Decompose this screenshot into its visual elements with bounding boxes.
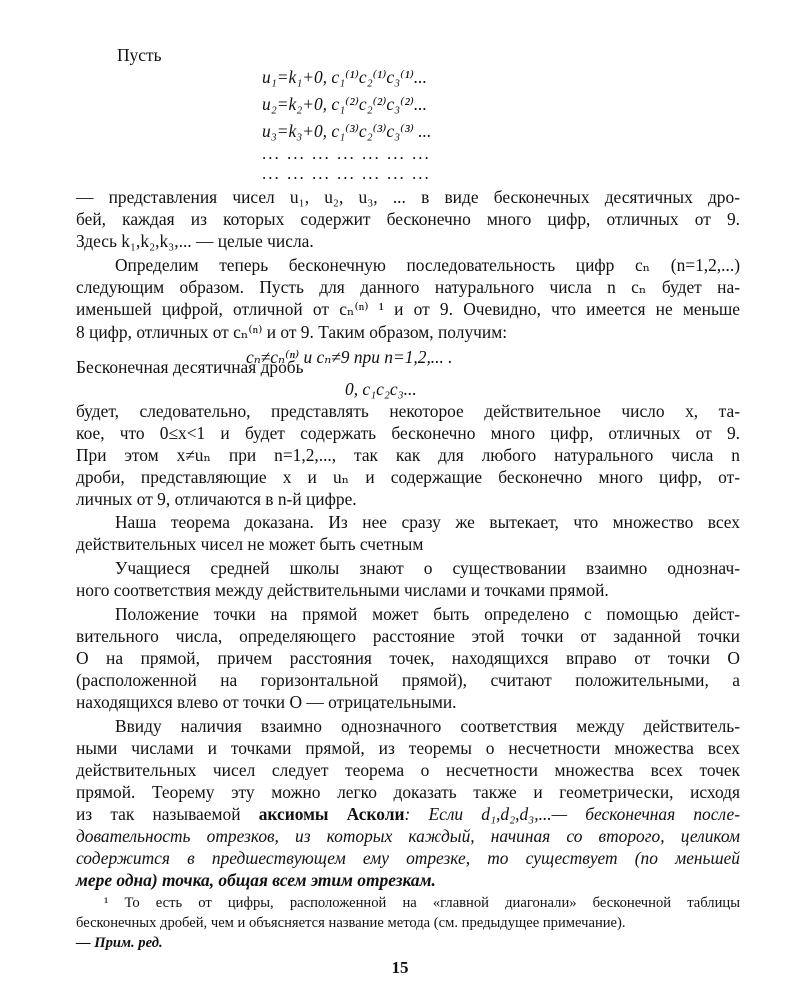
text-line: (расположенной на горизонтальной прямой), считают положительными, а (76, 670, 740, 690)
text-line: Определим теперь бесконечную последовательность цифр cₙ (n=1,2,...) (115, 255, 740, 275)
text-line: Здесь k₁,k₂,k₃,... — целые числа. (76, 231, 314, 251)
footnote-line: бесконечных дробей, чем и объясняется название метода (см. предыдущее примечание). (76, 915, 626, 931)
formula-decimal: 0, c₁c₂c₃... (345, 379, 417, 399)
axiom-name: аксиомы Асколи (258, 804, 405, 824)
footnote-line: ¹ То есть от цифры, расположенной на «главной диагонали» бесконечной таблицы (104, 895, 740, 911)
italic-line: довательность отрезков, из которых каждый, начиная со второго, целиком (76, 826, 740, 846)
text-line: 8 цифр, отличных от cₙ⁽ⁿ⁾ и от 9. Таким образом, получим: (76, 322, 508, 342)
text-line: Учащиеся средней школы знают о существовании взаимно однознач- (115, 558, 740, 578)
decimal-intro: Бесконечная десятичная дробь (76, 357, 304, 377)
text-line: личных от 9, отличаются в n-й цифре. (76, 489, 357, 509)
text-line: При этом x≠uₙ при n=1,2,..., так как для любого натурального числа n (76, 445, 740, 465)
text-line: Положение точки на прямой может быть определено с помощью дейст- (115, 604, 740, 624)
text-line: именьшей цифрой, отличной от cₙ⁽ⁿ⁾ ¹ и от 9. Очевидно, что имеется не меньше (76, 299, 740, 319)
ellipsis-row-1: ... ... ... ... ... ... ... (262, 144, 431, 163)
formula-cn: cₙ≠cₙ⁽ⁿ⁾ и cₙ≠9 при n=1,2,... . (246, 347, 453, 367)
text-line: действительных чисел следует теорема о несчетности множества всех точек (76, 760, 740, 780)
italic-line: мере одна) точка, общая всем этим отрезкам. (76, 870, 436, 890)
axiom-pre: из так называемой (76, 804, 259, 824)
text-line: будет, следовательно, представлять некоторое действительное число x, та- (76, 401, 740, 421)
text-line: вительного числа, определяющего расстояние этой точки от заданной точки (76, 626, 740, 646)
lead-word: Пусть (117, 45, 162, 65)
sequence-row-1: u₁=k₁+0, c₁⁽¹⁾c₂⁽¹⁾c₃⁽¹⁾... (262, 67, 427, 87)
text-line: Наша теорема доказана. Из нее сразу же вытекает, что множество всех (115, 512, 740, 532)
axiom-line (76, 803, 740, 825)
text-line: бей, каждая из которых содержит бесконечно много цифр, отличных от 9. (76, 209, 740, 229)
text-line: кое, что 0≤x<1 и будет содержать бесконечно много цифр, отличных от 9. (76, 423, 740, 443)
text-line: Ввиду наличия взаимно однозначного соответствия между действитель- (115, 716, 740, 736)
text-line: действительных чисел не может быть счетным (76, 534, 424, 554)
text-line: следующим образом. Пусть для данного натурального числа n cₙ будет на- (76, 277, 740, 297)
sequence-row-2: u₂=k₂+0, c₁⁽²⁾c₂⁽²⁾c₃⁽²⁾... (262, 94, 427, 114)
italic-line: содержится в предшествующем ему отрезке, то существует (по меньшей (76, 848, 740, 868)
text-line: — представления чисел u₁, u₂, u₃, ... в виде бесконечных десятичных дро- (76, 187, 740, 207)
sequence-row-3: u₃=k₃+0, c₁⁽³⁾c₂⁽³⁾c₃⁽³⁾ ... (262, 121, 432, 141)
text-line: прямой. Теорему эту можно легко доказать также и геометрически, исходя (76, 782, 740, 802)
text-line: O на прямой, причем расстояния точек, находящихся вправо от точки O (76, 648, 740, 668)
footnote-sign: — Прим. ред. (76, 935, 163, 951)
text-line: дроби, представляющие x и uₙ и содержащие бесконечно много цифр, от- (76, 467, 740, 487)
text-line: находящихся влево от точки O — отрицательными. (76, 692, 457, 712)
ellipsis-row-2: ... ... ... ... ... ... ... (262, 164, 431, 183)
text-line: ного соответствия между действительными числами и точками прямой. (76, 580, 609, 600)
axiom-post: : Если d₁,d₂,d₃,...— бесконечная после- (404, 804, 740, 824)
page-number: 15 (391, 958, 409, 977)
text-line: ными числами и точками прямой, из теоремы о несчетности множества всех (76, 738, 740, 758)
